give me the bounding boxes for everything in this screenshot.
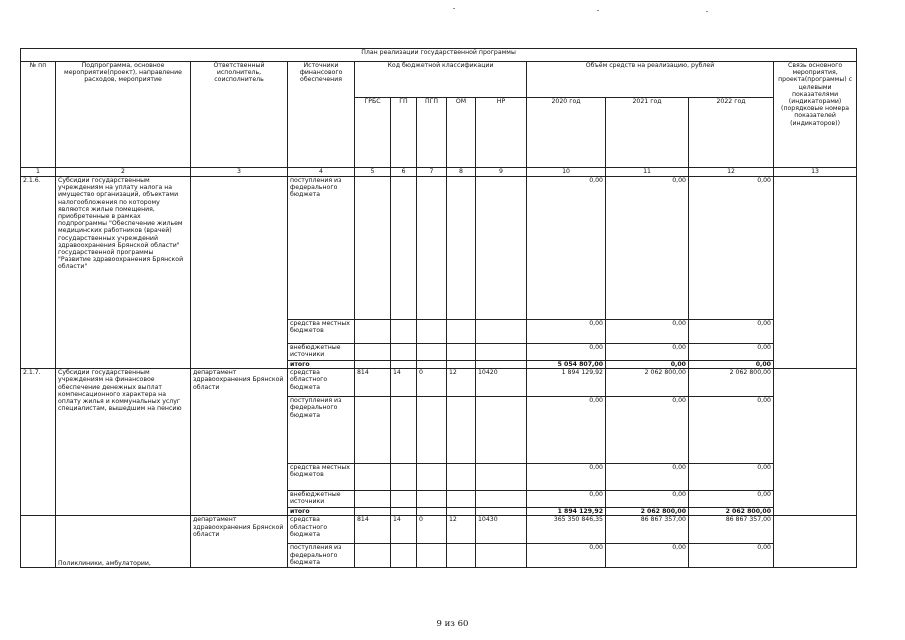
code-grbs: 814 (355, 516, 391, 544)
header-num: № пп (21, 62, 56, 168)
value-2020: 0,00 (527, 320, 606, 344)
source-label: средства областного бюджета (288, 516, 355, 544)
table-row (21, 516, 857, 544)
code-om: 12 (447, 369, 476, 397)
column-number: 8 (447, 168, 476, 177)
value-2020: 0,00 (527, 464, 606, 491)
executor-name: департамент здравоохранения Брянской области (191, 369, 288, 516)
header-budget-code: Код бюджетной классификации (355, 62, 527, 98)
measure-name: Субсидии государственным учреждениям на уплату налога на имущество организаций, объектами налогообложения по которому являются жилые помещения, приобретенные в рамках подпрограммы "Обеспечение жильем медицинских работников (врачей) государственных учреждений здравоохранения Брянской области" государственной программы "Развитие здравоохранения Брянской области" (56, 177, 191, 369)
value-2020: 0,00 (527, 397, 606, 464)
column-number: 1 (21, 168, 56, 177)
column-number: 9 (476, 168, 527, 177)
header-nr: НР (476, 98, 527, 168)
column-number: 12 (689, 168, 774, 177)
header-grbs: ГРБС (355, 98, 391, 168)
source-label: поступления из федерального бюджета (288, 397, 355, 464)
source-label: внебюджетные источники (288, 344, 355, 361)
scan-speck (706, 11, 708, 12)
measure-name: Субсидии государственным учреждениям на финансовое обеспечение денежных выплат компенсационного характера на оплату жилья и коммунальных услуг специалистам, вышедшим на пенсию (56, 369, 191, 516)
value-2022: 0,00 (689, 544, 774, 568)
header-funding: Объём средств на реализацию, рублей (527, 62, 774, 98)
indicator-link (774, 177, 857, 369)
header-link: Связь основного мероприятия, проекта(программы) с целевыми показателями (индикаторами) (порядковые номера показателей (индикаторов)) (774, 62, 857, 168)
scan-speck (597, 10, 599, 11)
column-number: 13 (774, 168, 857, 177)
code-nr: 10430 (476, 516, 527, 544)
value-2022: 0,00 (689, 344, 774, 361)
source-label: итого (288, 508, 355, 516)
value-2022: 86 867 357,00 (689, 516, 774, 544)
column-number-row (21, 168, 857, 177)
header-om: ОМ (447, 98, 476, 168)
value-2022: 0,00 (689, 491, 774, 508)
column-number: 6 (391, 168, 417, 177)
value-2022: 0,00 (689, 397, 774, 464)
value-2022: 0,00 (689, 361, 774, 369)
value-2020: 0,00 (527, 177, 606, 320)
value-2021: 0,00 (606, 464, 689, 491)
row-number: 2.1.7. (21, 369, 56, 516)
value-2020: 1 894 129,92 (527, 508, 606, 516)
value-2022: 0,00 (689, 464, 774, 491)
scan-speck (453, 8, 455, 9)
source-label: средства местных бюджетов (288, 464, 355, 491)
column-number: 11 (606, 168, 689, 177)
measure-name: Поликлиники, амбулатории, (56, 516, 191, 568)
value-2020: 0,00 (527, 344, 606, 361)
code-nr: 10420 (476, 369, 527, 397)
column-number: 2 (56, 168, 191, 177)
value-2022: 2 062 800,00 (689, 508, 774, 516)
indicator-link (774, 516, 857, 568)
header-2022: 2022 год (689, 98, 774, 168)
code-cell (391, 177, 417, 320)
header-sources: Источники финансового обеспечения (288, 62, 355, 168)
column-number: 5 (355, 168, 391, 177)
code-pgp: 0 (417, 369, 447, 397)
code-gp: 14 (391, 516, 417, 544)
source-label: средства областного бюджета (288, 369, 355, 397)
column-number: 4 (288, 168, 355, 177)
value-2021: 0,00 (606, 397, 689, 464)
page-number: 9 из 60 (436, 619, 469, 629)
value-2020: 0,00 (527, 491, 606, 508)
value-2020: 365 350 846,35 (527, 516, 606, 544)
column-number: 7 (417, 168, 447, 177)
value-2021: 0,00 (606, 344, 689, 361)
value-2021: 0,00 (606, 361, 689, 369)
value-2020: 1 894 129,92 (527, 369, 606, 397)
value-2020: 5 054 807,00 (527, 361, 606, 369)
program-plan-table (20, 48, 857, 568)
code-om: 12 (447, 516, 476, 544)
table-row (21, 177, 857, 320)
code-cell (355, 177, 391, 320)
column-number: 3 (191, 168, 288, 177)
row-number (21, 516, 56, 568)
table-title: План реализации государственной программы (21, 49, 857, 62)
source-label: поступления из федерального бюджета (288, 544, 355, 568)
indicator-link (774, 369, 857, 516)
source-label: внебюджетные источники (288, 491, 355, 508)
value-2021: 2 062 800,00 (606, 508, 689, 516)
value-2021: 0,00 (606, 544, 689, 568)
header-executor: Ответственный исполнитель, соисполнитель (191, 62, 288, 168)
table-row (21, 369, 857, 397)
value-2021: 0,00 (606, 320, 689, 344)
value-2021: 0,00 (606, 177, 689, 320)
column-number: 10 (527, 168, 606, 177)
executor-name: департамент здравоохранения Брянской области (191, 516, 288, 568)
header-2020: 2020 год (527, 98, 606, 168)
source-label: поступления из федерального бюджета (288, 177, 355, 320)
value-2021: 86 867 357,00 (606, 516, 689, 544)
header-pgp: ПГП (417, 98, 447, 168)
value-2021: 0,00 (606, 491, 689, 508)
code-cell (417, 177, 447, 320)
header-2021: 2021 год (606, 98, 689, 168)
code-gp: 14 (391, 369, 417, 397)
source-label: итого (288, 361, 355, 369)
source-label: средства местных бюджетов (288, 320, 355, 344)
value-2022: 0,00 (689, 320, 774, 344)
code-cell (476, 177, 527, 320)
row-number: 2.1.6. (21, 177, 56, 369)
code-cell (447, 177, 476, 320)
value-2022: 2 062 800,00 (689, 369, 774, 397)
value-2022: 0,00 (689, 177, 774, 320)
header-subprogram: Подпрограмма, основное мероприятие(проект), направление расходов, мероприятие (56, 62, 191, 168)
executor-cell (191, 177, 288, 369)
header-gp: ГП (391, 98, 417, 168)
value-2020: 0,00 (527, 544, 606, 568)
code-grbs: 814 (355, 369, 391, 397)
value-2021: 2 062 800,00 (606, 369, 689, 397)
code-pgp: 0 (417, 516, 447, 544)
